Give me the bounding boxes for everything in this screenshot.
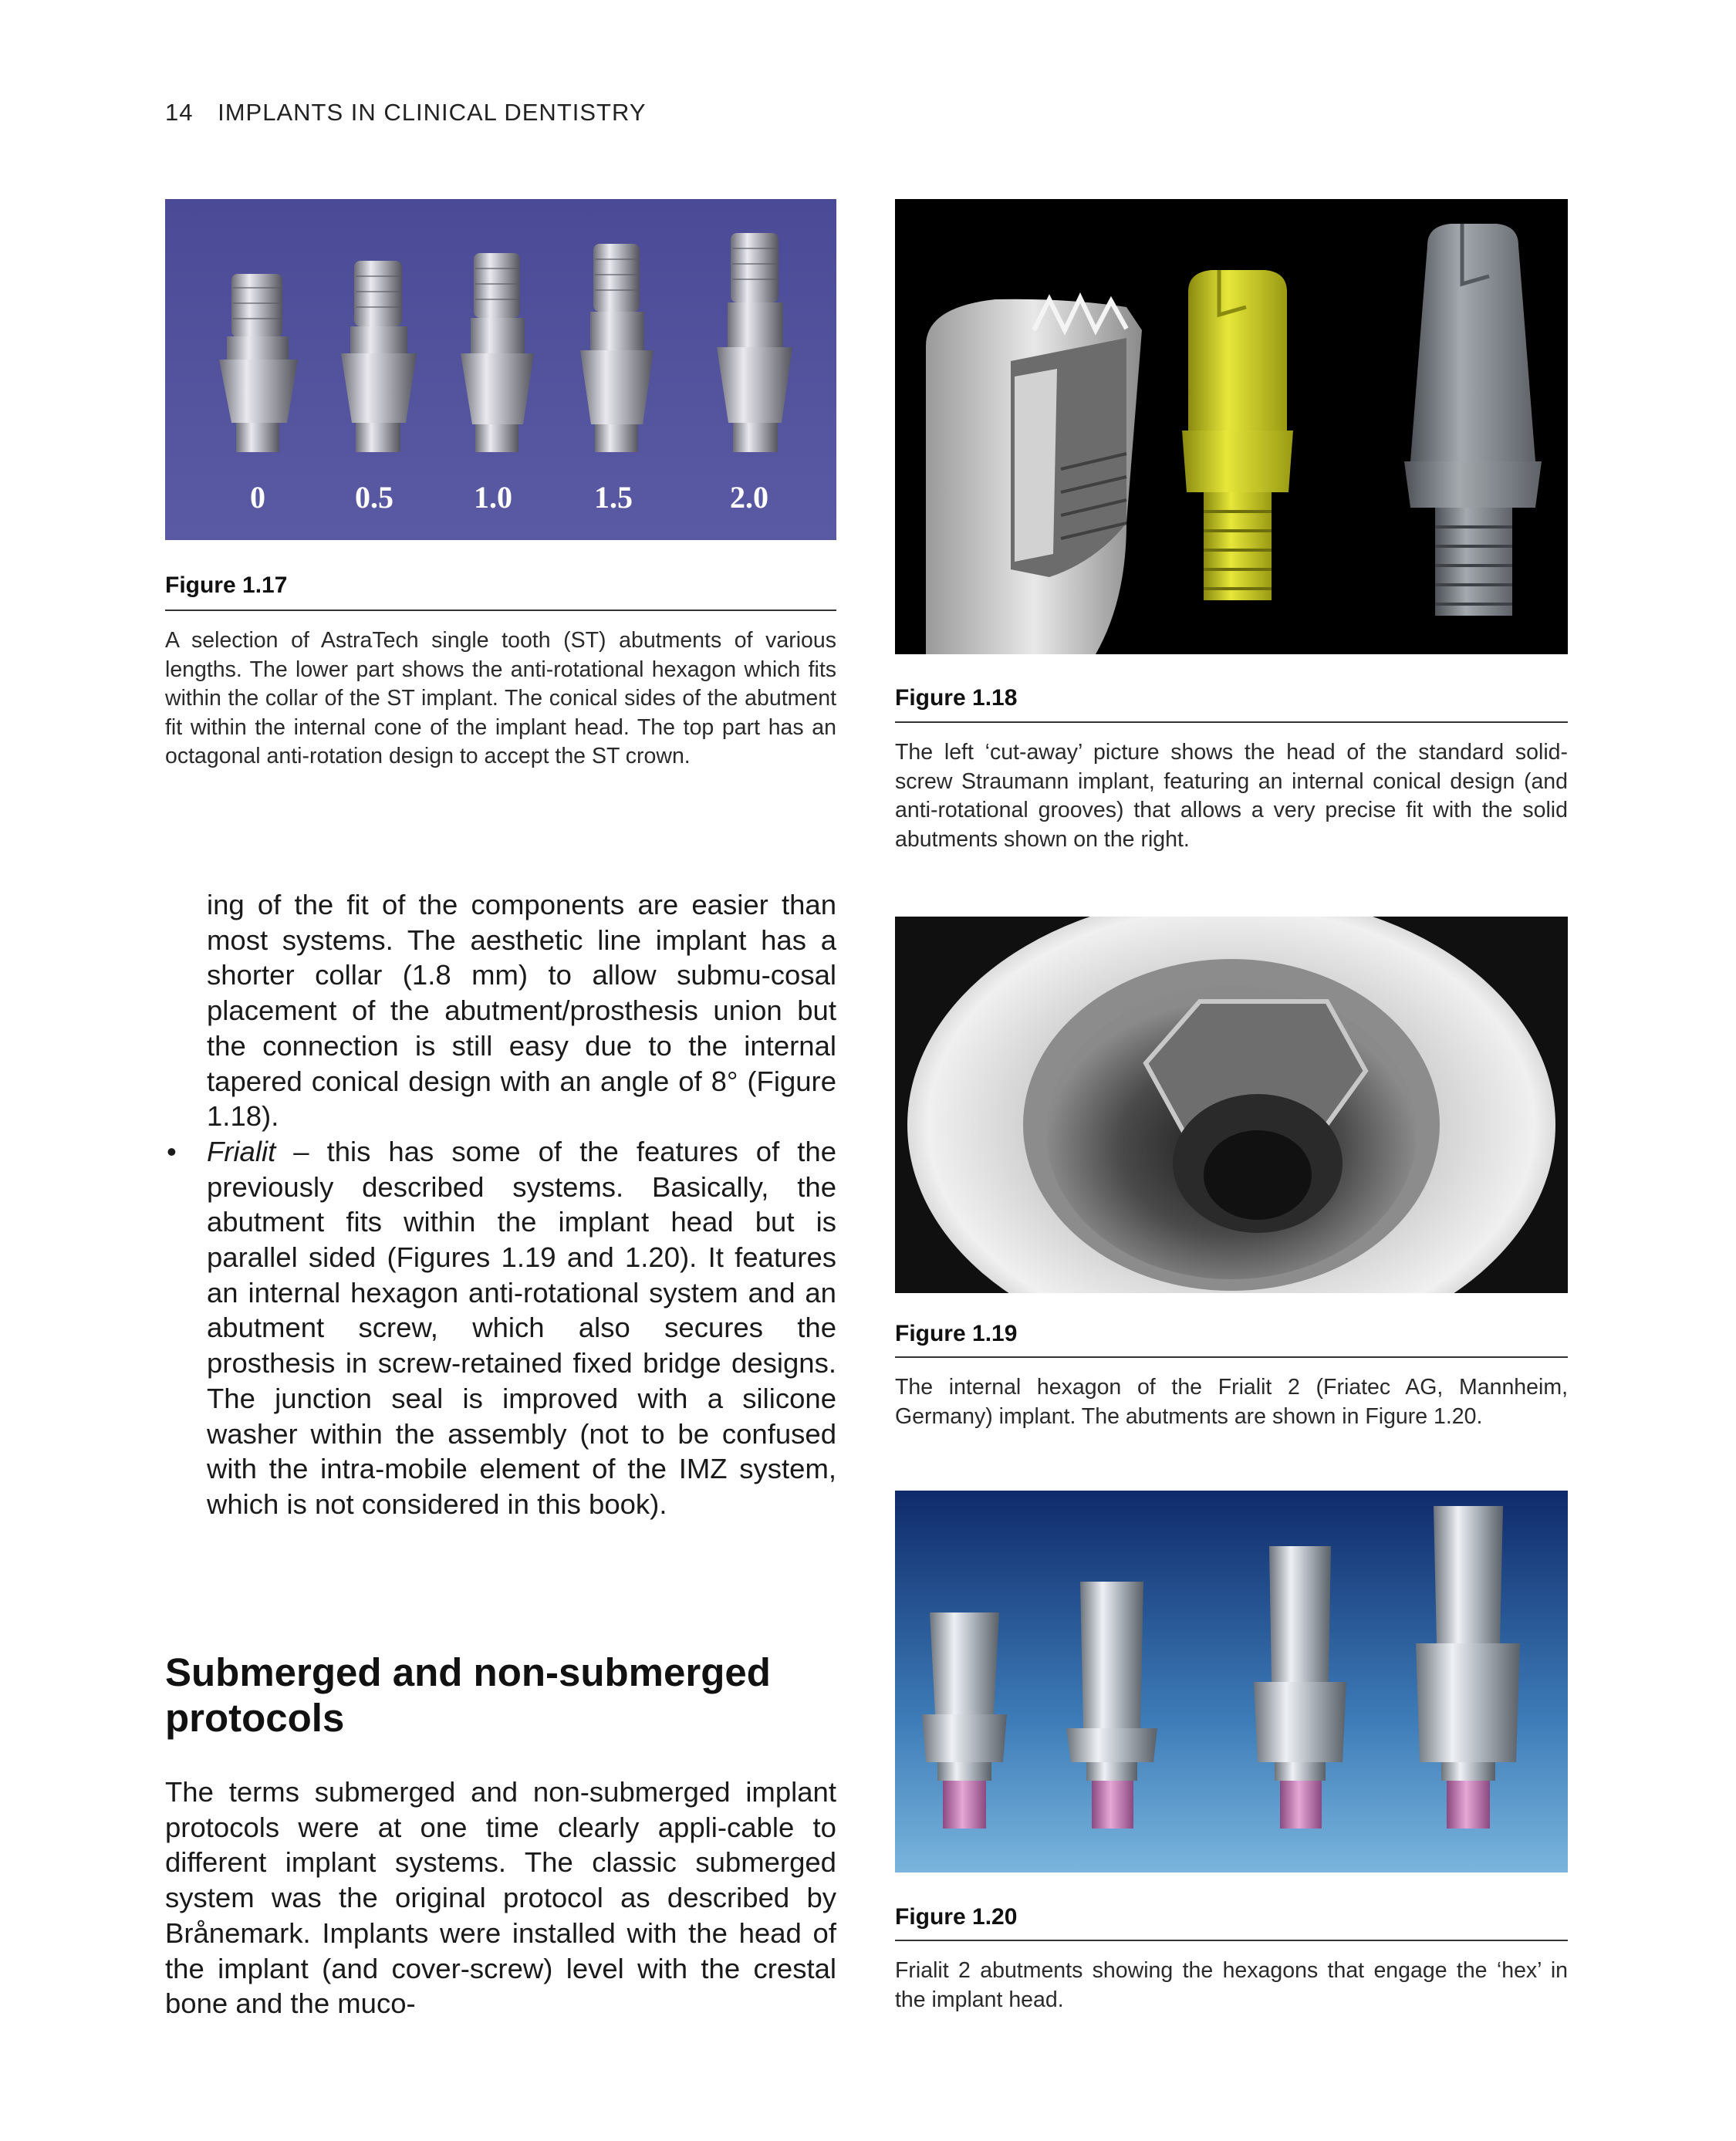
cutaway-implant-head	[926, 298, 1142, 654]
running-head	[165, 99, 647, 127]
figure-1-17-caption: A selection of AstraTech single tooth (ST) abutments of various lengths. The lower part shows the anti-rotational hexagon which fits within the collar of the ST implant. The conical sides of the abutment fit within the internal cone of the implant head. The top part has an octagonal anti-rotation design to accept the ST crown.	[165, 628, 836, 768]
section-heading-line-2: protocols	[165, 1696, 345, 1740]
figure-1-17-image	[165, 199, 836, 540]
figure-1-17-label: Figure 1.17	[165, 572, 288, 598]
length-label-1-0: 1.0	[474, 480, 512, 515]
length-label-0-5: 0.5	[355, 480, 393, 515]
figure-1-19-image	[895, 917, 1568, 1293]
figure-1-18-image	[895, 199, 1568, 654]
figure-1-18-caption: The left ‘cut-away’ picture shows the head of the standard solid-screw Straumann implant, featuring an internal conical design (and anti-rotational grooves) that allows a very precise fit with the solid abutments shown on the right.	[895, 740, 1568, 852]
figure-1-17-rule	[165, 610, 836, 611]
bullet-mark: •	[167, 1135, 177, 1167]
continuation-paragraph: ing of the fit of the components are easier than most systems. The aesthetic line implant has a shorter collar (1.8 mm) to allow submu-cosal placement of the abutment/prosthesis union but the connection is still easy due to the internal tapered conical design with an angle of 8° (Figure 1.18).	[207, 889, 836, 1133]
figure-1-20-rule	[895, 1940, 1568, 1941]
frialit-bullet	[167, 1134, 836, 1522]
length-label-2-0: 2.0	[730, 480, 768, 515]
length-label-0: 0	[250, 480, 265, 515]
running-title: IMPLANTS IN CLINICAL DENTISTRY	[218, 99, 647, 126]
figure-1-20-image	[895, 1491, 1568, 1873]
figure-1-20-label: Figure 1.20	[895, 1904, 1018, 1930]
section-heading-line-1: Submerged and non-submerged	[165, 1650, 771, 1694]
section-paragraph: The terms submerged and non-submerged implant protocols were at one time clearly appli-cable to different implant systems. The classic submerged system was the original protocol as described by Brånemark. Implants were installed with the head of the implant (and cover-screw) level with the crestal bone and the muco-	[165, 1776, 836, 2020]
figure-1-19-label: Figure 1.19	[895, 1321, 1018, 1346]
figure-1-19-rule	[895, 1356, 1568, 1358]
page-number: 14	[165, 99, 194, 126]
section-heading	[165, 1650, 844, 1741]
frialit-bullet-text: – this has some of the features of the previously described systems. Basically, the abutment fits within the implant head but is parallel sided (Figures 1.19 and 1.20). It features an internal hexagon anti-rotational system and an abutment screw, which also secures the prosthesis in screw-retained fixed bridge designs. The junction seal is improved with a silicone washer within the assembly (not to be confused with the intra-mobile element of the IMZ system, which is not considered in this book).	[207, 1135, 836, 1520]
figure-1-18-rule	[895, 721, 1568, 723]
figure-1-20-caption: Frialit 2 abutments showing the hexagons that engage the ‘hex’ in the implant head.	[895, 1958, 1568, 2012]
figure-1-18-label: Figure 1.18	[895, 685, 1018, 711]
length-label-1-5: 1.5	[594, 480, 633, 515]
figure-1-19-caption: The internal hexagon of the Frialit 2 (Friatec AG, Mannheim, Germany) implant. The abutments are shown in Figure 1.20.	[895, 1375, 1568, 1429]
bullet-continuation-text	[167, 887, 836, 1522]
frialit-term: Frialit	[207, 1135, 276, 1167]
